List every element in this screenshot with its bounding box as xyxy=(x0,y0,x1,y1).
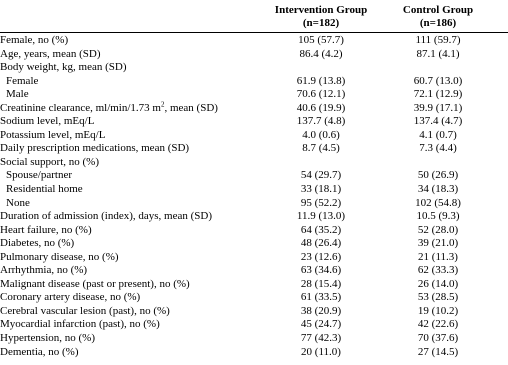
row-label-text: Residential home xyxy=(6,183,83,196)
row-label-text: Myocardial infarction (past), no (%) xyxy=(0,318,160,331)
table-row xyxy=(0,142,508,156)
intervention-value: 20 (11.0) xyxy=(301,345,341,358)
control-value: 39.9 (17.1) xyxy=(413,101,463,114)
row-label-text: Sodium level, mEq/L xyxy=(0,115,95,128)
control-value: 102 (54.8) xyxy=(415,196,461,209)
table-body xyxy=(0,34,508,359)
row-label xyxy=(0,278,190,292)
intervention-value: 45 (24.7) xyxy=(300,318,342,331)
row-label xyxy=(0,318,160,332)
row-label xyxy=(0,48,101,62)
row-label-text: Heart failure, no (%) xyxy=(0,223,92,236)
row-label-text: Diabetes, no (%) xyxy=(0,237,75,250)
control-value: 4.1 (0.7) xyxy=(419,128,457,141)
intervention-value: 40.6 (19.9) xyxy=(296,101,346,114)
row-label-text: Pulmonary disease, no (%) xyxy=(0,250,119,263)
intervention-value: 70.6 (12.1) xyxy=(296,88,346,101)
table-row xyxy=(0,318,508,332)
row-label xyxy=(0,102,218,116)
control-value: 42 (22.6) xyxy=(417,318,459,331)
row-label xyxy=(0,61,126,75)
table-row xyxy=(0,48,508,62)
row-label xyxy=(6,197,30,211)
row-label xyxy=(0,291,140,305)
intervention-value: 8.7 (4.5) xyxy=(302,142,340,155)
row-label-text: Creatinine clearance, ml/min/1.73 m xyxy=(0,101,161,114)
row-label xyxy=(0,305,170,319)
intervention-value: 28 (15.4) xyxy=(300,277,342,290)
header-divider xyxy=(0,32,508,33)
control-value: 27 (14.5) xyxy=(417,345,459,358)
intervention-value: 63 (34.6) xyxy=(300,264,342,277)
intervention-value: 64 (35.2) xyxy=(300,223,342,236)
control-value: 19 (10.2) xyxy=(417,304,459,317)
control-value: 7.3 (4.4) xyxy=(419,142,457,155)
row-label xyxy=(0,264,87,278)
row-label xyxy=(6,75,38,89)
control-value: 26 (14.0) xyxy=(417,277,459,290)
table-row xyxy=(0,115,508,129)
table-header xyxy=(0,0,508,31)
row-label xyxy=(0,142,189,156)
row-label-text: Arrhythmia, no (%) xyxy=(0,264,88,277)
table-row xyxy=(0,102,508,116)
intervention-value: 38 (20.9) xyxy=(300,304,342,317)
row-label xyxy=(6,183,83,197)
intervention-value: 11.9 (13.0) xyxy=(296,210,346,223)
intervention-column-header xyxy=(266,4,376,30)
table-row xyxy=(0,237,508,251)
row-label xyxy=(0,251,119,265)
row-label xyxy=(0,34,68,48)
row-label xyxy=(0,129,105,143)
row-label-text: None xyxy=(6,196,30,209)
intervention-value: 86.4 (4.2) xyxy=(299,47,343,60)
row-label-text: Coronary artery disease, no (%) xyxy=(0,291,141,304)
control-group-title: Control Group xyxy=(402,4,474,16)
control-value: 111 (59.7) xyxy=(415,34,461,46)
intervention-group-title: Intervention Group xyxy=(274,4,368,16)
row-label xyxy=(6,88,29,102)
row-label-text: Female xyxy=(6,74,39,87)
control-value: 50 (26.9) xyxy=(417,169,459,182)
control-group-n: (n=186) xyxy=(419,17,457,29)
row-label-text: Age, years, mean (SD) xyxy=(0,47,101,60)
intervention-value: 48 (26.4) xyxy=(300,237,342,250)
intervention-value: 4.0 (0.6) xyxy=(302,128,340,141)
row-label xyxy=(6,169,72,183)
intervention-value: 77 (42.3) xyxy=(300,332,342,345)
table-row xyxy=(0,197,508,211)
row-label-text: Male xyxy=(6,88,29,101)
row-label xyxy=(0,210,212,224)
table-row xyxy=(0,88,508,102)
control-value: 39 (21.0) xyxy=(417,237,459,250)
control-value: 62 (33.3) xyxy=(417,264,459,277)
intervention-value: 105 (57.7) xyxy=(298,34,344,46)
row-label-text: Duration of admission (index), days, mean (SD) xyxy=(0,210,213,223)
table-row xyxy=(0,210,508,224)
table-row xyxy=(0,156,508,170)
intervention-value: 33 (18.1) xyxy=(300,183,342,196)
row-label-superscript: 2 xyxy=(160,100,165,109)
table-row xyxy=(0,264,508,278)
table-row xyxy=(0,291,508,305)
intervention-value: 54 (29.7) xyxy=(300,169,342,182)
row-label xyxy=(0,237,74,251)
row-label-text: Spouse/partner xyxy=(6,169,72,182)
row-label-text: Malignant disease (past or present), no (%) xyxy=(0,277,190,290)
control-value: 53 (28.5) xyxy=(417,291,459,304)
row-label-text: Potassium level, mEq/L xyxy=(0,128,106,141)
row-label-text: Female, no (%) xyxy=(0,34,69,46)
row-label-text: Body weight, kg, mean (SD) xyxy=(0,61,127,74)
row-label xyxy=(0,115,94,129)
row-label-text: Dementia, no (%) xyxy=(0,345,79,358)
row-label xyxy=(0,156,99,170)
control-value: 60.7 (13.0) xyxy=(413,74,463,87)
table-row xyxy=(0,278,508,292)
intervention-value: 61 (33.5) xyxy=(300,291,342,304)
row-label-text: Cerebral vascular lesion (past), no (%) xyxy=(0,304,170,317)
table-row xyxy=(0,332,508,346)
control-column-header xyxy=(383,4,493,30)
table-row xyxy=(0,305,508,319)
row-label xyxy=(0,332,95,346)
table-row xyxy=(0,183,508,197)
intervention-value: 95 (52.2) xyxy=(300,196,342,209)
control-value: 137.4 (4.7) xyxy=(413,115,463,128)
control-value: 52 (28.0) xyxy=(417,223,459,236)
table-row xyxy=(0,346,508,360)
control-value: 72.1 (12.9) xyxy=(413,88,463,101)
row-label xyxy=(0,346,79,360)
control-value: 34 (18.3) xyxy=(417,183,459,196)
row-label xyxy=(0,224,92,238)
table-row xyxy=(0,129,508,143)
intervention-group-n: (n=182) xyxy=(302,17,340,29)
table-row xyxy=(0,61,508,75)
control-value: 87.1 (4.1) xyxy=(416,47,460,60)
table-row xyxy=(0,224,508,238)
intervention-value: 23 (12.6) xyxy=(300,250,342,263)
table-row xyxy=(0,169,508,183)
control-value: 21 (11.3) xyxy=(418,250,458,263)
intervention-value: 61.9 (13.8) xyxy=(296,74,346,87)
table-row xyxy=(0,251,508,265)
table-row xyxy=(0,75,508,89)
control-value: 70 (37.6) xyxy=(417,332,459,345)
row-label-text: Hypertension, no (%) xyxy=(0,332,96,345)
control-value: 10.5 (9.3) xyxy=(416,210,460,223)
table-row xyxy=(0,34,508,48)
row-label-suffix: , mean (SD) xyxy=(164,101,218,114)
row-label-text: Daily prescription medications, mean (SD) xyxy=(0,142,190,155)
intervention-value: 137.7 (4.8) xyxy=(296,115,346,128)
row-label-text: Social support, no (%) xyxy=(0,155,99,168)
